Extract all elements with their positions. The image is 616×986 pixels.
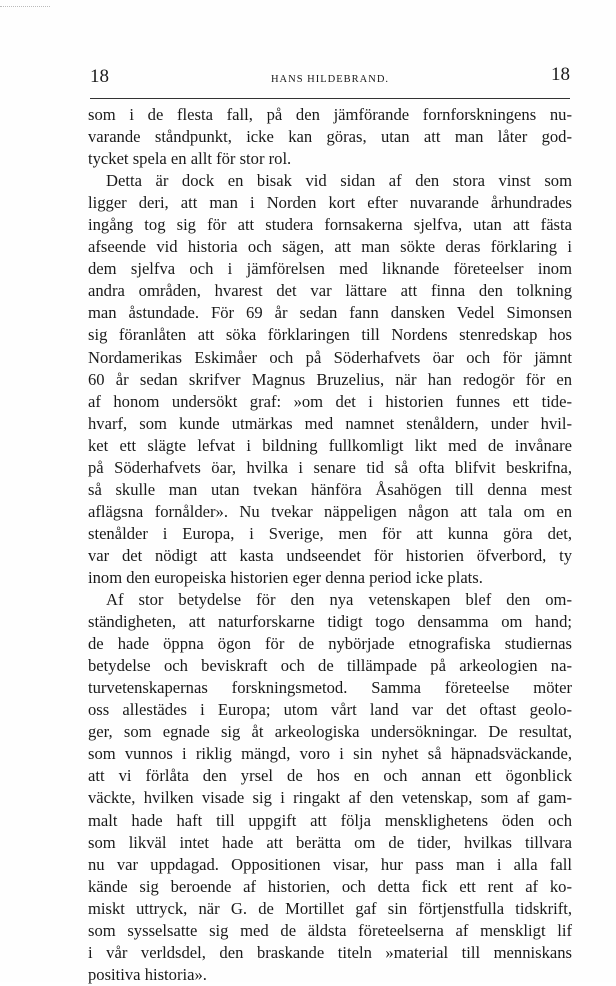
text-line: ingång tog sig för att studera fornsakerna sjelfva, utan att fästa [88, 215, 572, 235]
text-line: väckte, hvilken visade sig i ringakt af den vetenskap, som af gam- [88, 788, 572, 808]
text-line: hvarf, som kunde utmärkas med namnet stenåldern, under hvil- [88, 413, 572, 433]
text-line: ger, som egnade sig åt arkeologiska undersökningar. De resultat, [88, 722, 572, 742]
text-line: att vi förlåta den yrsel de hos en och annan ett ögonblick [88, 766, 572, 786]
text-line: Detta är dock en bisak vid sidan af den stora vinst som [106, 171, 572, 191]
text-line: nu var uppdagad. Oppositionen visar, hur pass man i alla fall [88, 854, 572, 874]
text-line: ket ett slägte lefvat i bildning fullkomligt likt med de invånare [88, 435, 572, 455]
text-line: ständigheten, att naturforskarne tidigt togo densamma om hand; [88, 612, 572, 632]
text-line: afseende vid historia och sägen, att man sökte deras förklaring i [88, 237, 572, 257]
text-line: kände sig beroende af historien, och detta fick ett rent af ko- [88, 876, 572, 896]
text-line: dem sjelfva och i jämförelsen med liknande företeelser inom [88, 259, 572, 279]
header-rule [90, 98, 570, 99]
text-line: man åstundade. För 69 år sedan fann dansken Vedel Simonsen [88, 303, 572, 323]
text-line: så skulle man utan tvekan hänföra Åsahögen till denna mest [88, 479, 572, 499]
text-line: miskt uttryck, när G. de Mortillet gaf sin förtjenstfulla tidskrift, [88, 898, 572, 918]
page-header [90, 66, 570, 92]
text-line: betydelse och beviskraft och de tillämpade på arkeologien na- [88, 656, 572, 676]
text-line: tycket spela en allt för stor rol. [88, 149, 292, 169]
text-line: som i de flesta fall, på den jämförande fornforskningens nu- [88, 105, 572, 124]
text-line: som likväl intet hade att berätta om de tider, hvilkas tillvara [88, 832, 572, 852]
text-line: af honom undersökt graf: »om det i historien funnes ett tide- [88, 391, 572, 411]
text-line: på Söderhafvets öar, hvilka i senare tid så ofta blifvit beskrifna, [88, 457, 572, 477]
text-line: Af stor betydelse för den nya vetenskapen blef den om- [106, 590, 572, 610]
text-line: varande ståndpunkt, icke kan göras, utan att man låter god- [88, 127, 572, 147]
text-line: andra områden, hvarest det var lättare att finna den tolkning [88, 281, 572, 301]
text-line: de hade öppna ögon för de nybörjade etnografiska studiernas [88, 634, 572, 654]
text-line: oss allestädes i Europa; utom vårt land var det oftast geolo- [88, 700, 572, 720]
text-line: ligger deri, att man i Norden kort efter nuvarande århundrades [88, 193, 572, 213]
text-line: som sysselsatte sig med de äldsta företeelserna af menskligt lif [88, 920, 572, 940]
text-line: inom den europeiska historien eger denna period icke plats. [88, 567, 483, 587]
body-text [88, 104, 572, 986]
text-line: malt hade haft till uppgift att följa mensklighetens öden och [88, 810, 572, 830]
text-line: stenålder i Europa, i Sverige, men för att kunna göra det, [88, 523, 572, 543]
page-number-right: 18 [551, 64, 570, 85]
text-line: turvetenskapernas forskningsmetod. Samma företeelse möter [88, 678, 572, 698]
text-line: i vår verldsdel, den braskande titeln »material till menniskans [88, 942, 572, 962]
text-line: som vunnos i riklig mängd, voro i sin nyhet så häpnadsväckande, [88, 744, 572, 764]
running-head: HANS HILDEBRAND. [270, 74, 390, 85]
text-line: aflägsna fornålder». Nu tvekar näppeligen någon att tala om en [88, 501, 572, 521]
text-line: sig föranlåten att söka förklaringen till Nordens stenredskap hos [88, 325, 572, 345]
text-line: 60 år sedan skrifver Magnus Bruzelius, när han redogör för en [88, 369, 572, 389]
text-line: positiva historia». [88, 964, 207, 984]
page-number-left: 18 [90, 66, 109, 87]
text-line: Nordamerikas Eskimåer och på Söderhafvets öar och för jämnt [88, 347, 572, 367]
scan-edge-mark [0, 6, 50, 7]
text-line: var det nödigt att kasta undseendet för historien öfverbord, ty [88, 545, 572, 565]
